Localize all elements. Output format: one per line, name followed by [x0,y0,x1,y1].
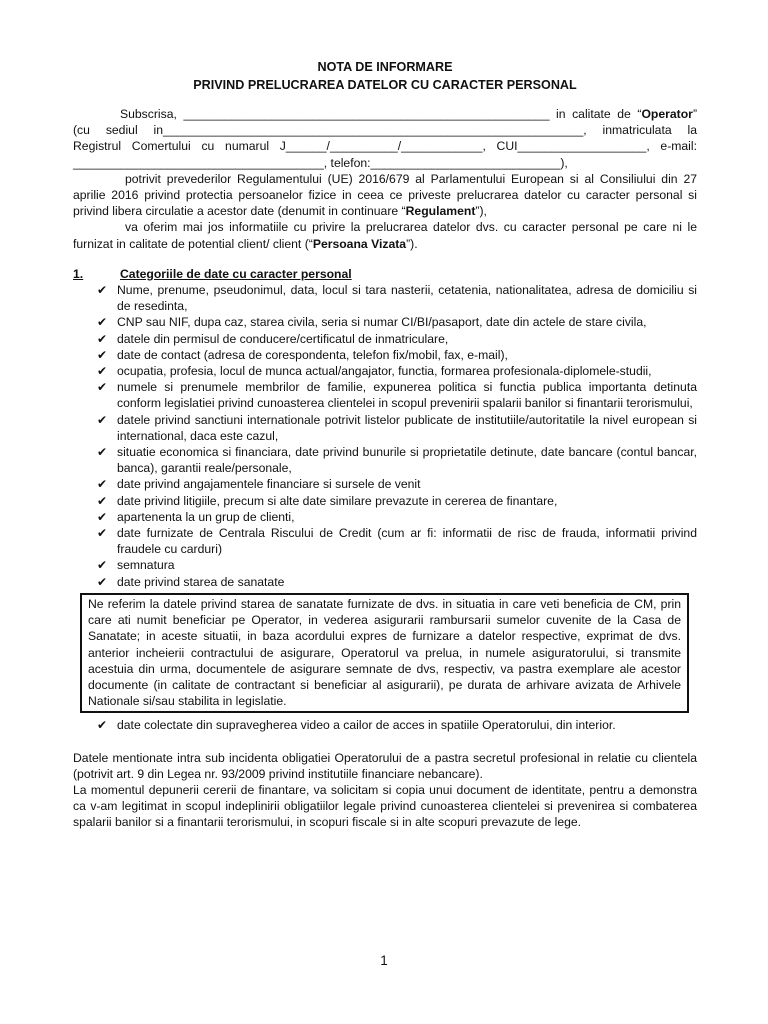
intro-paragraph-regulation [73,171,697,220]
health-data-note-box: Ne referim la datele privind starea de sanatate furnizate de dvs. in situatia in care veti beneficia de CM, prin care ati numit beneficiar pe Operator, in vederea asigurarii rambursarii sumelor cuvenite de la Casa de Sanatate; in aceste situatii, in baza acordului expres de furnizare a datelor respective, exprimat de dvs. anterior incheierii contractului de asigurare, Operatorul va prelua, in numele asiguratorului, si transmite acestuia din urma, documentele de asigurare semnate de dvs, respectiv, va pastra exemplare ale acestor documente (in calitate de contractant si beneficiar al asigurarii), pe durata de arhivare avizata de Arhivele Nationale si/sau stabilita in legislatie. [80,593,689,713]
checkmark-icon: ✔ [97,283,108,298]
intro-text: potrivit prevederilor Regulamentului (UE) 2016/679 al Parlamentului European si al Consiliului din 27 aprilie 2016 privind protectia persoanelor fizice in ceea ce priveste prelucrarea datelor cu caracter personal si privind libera circulatie a acestor date (denumit in continuare “ [73,171,697,219]
intro-text: Subscrisa, ______________________________________________________ in calitate de “ [120,107,642,121]
intro-text: ” (cu sediul in______________________________________________________________, inmatriculata la Registrul Comertului cu numarul J______/__________/____________, CUI___________________, e-mail: _____________________________________, telefon:____________________________), [73,107,697,170]
intro-text: va oferim mai jos informatiile cu privire la prelucrarea datelor dvs. cu caracter personal pe care ni le furnizat in calitate de potential client/ client (“ [73,220,697,251]
identity-document-paragraph: La momentul depunerii cererii de finantare, va solicitam si copia unui document de identitate, pentru a demonstra ca v-am legitimat in scopul indeplinirii obligatiilor legale privind cunoasterea clientelei si prevenirea si combaterea spalarii banilor si a finantarii terorismului, in scopuri fiscale si in alte scopuri prevazute de lege. [73,782,697,830]
list-item [73,493,697,509]
list-item [73,717,697,733]
checkmark-icon: ✔ [97,509,108,524]
checkmark-icon: ✔ [97,477,108,492]
document-title: NOTA DE INFORMARE [317,60,453,74]
operator-term: Operator [641,107,693,121]
section-1-heading [73,266,697,282]
checkmark-icon: ✔ [97,558,108,573]
checkmark-icon: ✔ [97,718,108,733]
document-subtitle: PRIVIND PRELUCRAREA DATELOR CU CARACTER PERSONAL [193,78,577,92]
checkmark-icon: ✔ [97,347,108,362]
document-page [73,58,697,831]
list-item [73,557,697,573]
personal-data-categories-list-cont [73,717,697,733]
data-subject-term: Persoana Vizata [312,236,407,251]
list-item [73,379,697,411]
list-item-text: date privind angajamentele financiare si sursele de venit [117,477,421,492]
list-item-text: date de contact (adresa de corespondenta, telefon fix/mobil, fax, e-mail), [117,347,508,362]
professional-secrecy-paragraph: Datele mentionate intra sub incidenta obligatiei Operatorului de a pastra secretul profesional in relatie cu clientela (potrivit art. 9 din Legea nr. 93/2009 privind institutiile financiare nebancare). [73,750,697,781]
list-item-text: date privind litigiile, precum si alte date similare prevazute in cererea de finantare, [117,493,558,508]
list-item [73,331,697,347]
list-item [73,412,697,444]
checkmark-icon: ✔ [97,493,108,508]
checkmark-icon: ✔ [97,412,108,427]
list-item-text: apartenenta la un grup de clienti, [117,509,295,524]
list-item [73,476,697,492]
list-item-text: date colectate din supravegherea video a cailor de acces in spatiile Operatorului, din interior. [117,718,616,733]
checkmark-icon: ✔ [97,574,108,589]
intro-paragraph-data-subject [73,219,697,251]
checkmark-icon: ✔ [97,331,108,346]
intro-text: ”). [406,236,418,251]
checkmark-icon: ✔ [97,526,108,541]
list-item [73,347,697,363]
checkmark-icon: ✔ [97,315,108,330]
checkmark-icon: ✔ [97,364,108,379]
list-item [73,363,697,379]
list-item-text: date privind starea de sanatate [117,574,285,589]
list-item [73,574,697,590]
list-item-text: CNP sau NIF, dupa caz, starea civila, seria si numar CI/BI/pasaport, date din actele de stare civila, [117,315,647,330]
list-item [73,509,697,525]
list-item-text: Nume, prenume, pseudonimul, data, locul si tara nasterii, cetatenia, nationalitatea, adresa de domiciliu si de resedinta, [117,283,697,314]
checkmark-icon: ✔ [97,380,108,395]
list-item-text: numele si prenumele membrilor de familie, expunerea politica si functia publica importanta detinuta conform legislatiei privind cunoasterea clientelei in scopul prevenirii spalarii banilor si finantarii terorismului, [117,380,697,411]
list-item-text: semnatura [117,558,175,573]
list-item [73,282,697,314]
list-item [73,314,697,330]
list-item-text: situatie economica si financiara, date privind bunurile si proprietatile detinute, date bancare (contul bancar, banca), garantii reale/personale, [117,445,697,476]
list-item-text: datele privind sanctiuni internationale potrivit listelor publicate de institutiile/autoritatile la nivel european si international, daca este cazul, [117,412,697,443]
list-item [73,525,697,557]
intro-paragraph-operator [73,106,697,171]
checkmark-icon: ✔ [97,445,108,460]
section-number: 1. [73,266,84,281]
regulation-term: Regulament [405,204,476,219]
intro-text: ”), [475,204,487,219]
list-item-text: datele din permisul de conducere/certificatul de inmatriculare, [117,331,449,346]
list-item-text: date furnizate de Centrala Riscului de Credit (cum ar fi: informatii de risc de frauda, informatii privind fraudele cu carduri) [117,526,697,557]
personal-data-categories-list [73,282,697,590]
page-number: 1 [380,953,388,968]
section-title: Categoriile de date cu caracter personal [120,266,352,281]
list-item [73,444,697,476]
list-item-text: ocupatia, profesia, locul de munca actual/angajator, functia, formarea profesionala-diplomele-studii, [117,364,652,379]
